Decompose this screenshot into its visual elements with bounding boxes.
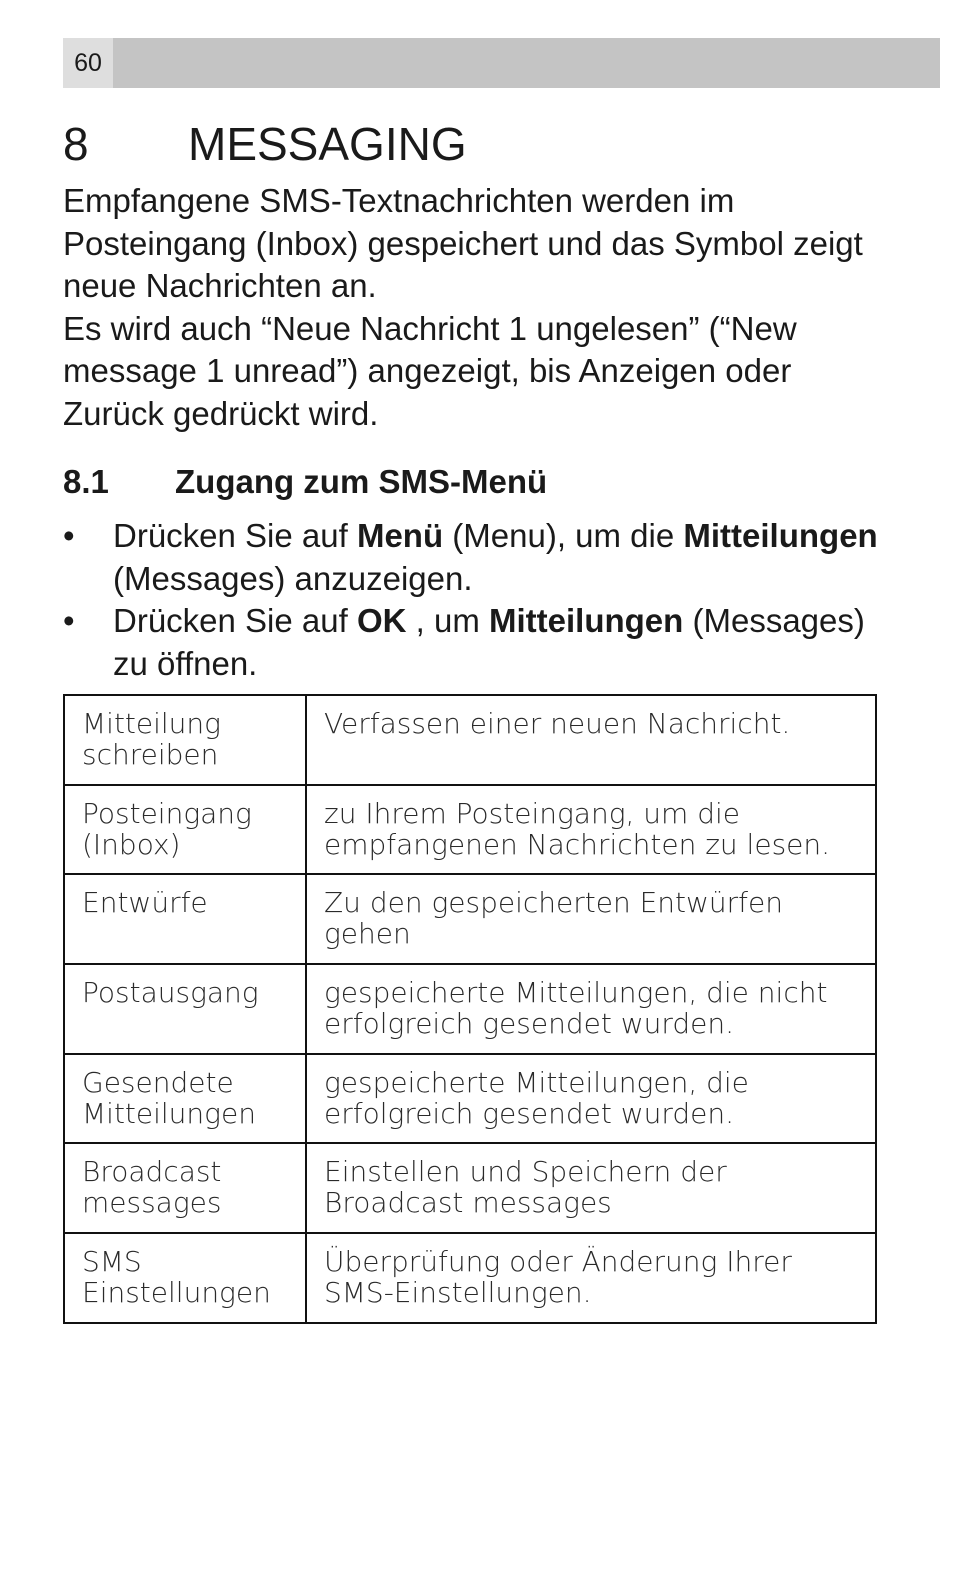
description-cell: gespeicherte Mitteilungen, die erfolgreich gesendet wurden. — [306, 1054, 876, 1144]
list-item — [63, 600, 893, 685]
table-row — [64, 964, 876, 1054]
bullet-text: (Menu), um die — [443, 517, 684, 554]
description-cell: zu Ihrem Posteingang, um die empfangenen Nachrichten zu lesen. — [306, 785, 876, 875]
bullet-bold-text: Mitteilungen — [489, 602, 684, 639]
section-number: 8.1 — [63, 463, 109, 500]
intro-paragraph: Es wird auch “Neue Nachricht 1 ungelesen” (“New message 1 unread”) angezeigt, bis Anzeigen oder Zurück gedrückt wird. — [63, 309, 797, 432]
menu-item-cell: SMS Einstellungen — [64, 1233, 306, 1323]
bullet-text: Drücken Sie auf — [113, 602, 357, 639]
table-row — [64, 1054, 876, 1144]
page-number: 60 — [63, 38, 113, 88]
messages-menu-table — [63, 694, 877, 1324]
description-cell: Zu den gespeicherten Entwürfen gehen — [306, 874, 876, 964]
chapter-title — [63, 116, 467, 172]
menu-item-cell: Entwürfe — [64, 874, 306, 964]
table-row — [64, 874, 876, 964]
bullet-text: (Messages) anzuzeigen. — [113, 559, 473, 597]
bullet-text: , um — [406, 602, 489, 639]
table-row — [64, 1233, 876, 1323]
bullet-text: (Messages) zu öffnen. — [113, 602, 865, 682]
intro-paragraph: Empfangene SMS-Textnachrichten werden im Posteingang (Inbox) gespeichert und das Symbol zeigt neue Nachrichten an. — [63, 182, 863, 304]
menu-item-cell: Broadcast messages — [64, 1143, 306, 1233]
page-header-bar — [63, 38, 940, 88]
description-cell: Einstellen und Speichern der Broadcast messages — [306, 1143, 876, 1233]
chapter-number: 8 — [63, 118, 89, 170]
menu-item-cell: Mitteilung schreiben — [64, 695, 306, 785]
menu-item-cell: Posteingang (Inbox) — [64, 785, 306, 875]
section-title-text: Zugang zum SMS-Menü — [175, 463, 548, 500]
table-row — [64, 1143, 876, 1233]
description-cell: Überprüfung oder Änderung Ihrer SMS-Einstellungen. — [306, 1233, 876, 1323]
bullet-bold-text: Mitteilungen — [683, 517, 878, 554]
instruction-list — [63, 515, 893, 685]
menu-item-cell: Postausgang — [64, 964, 306, 1054]
section-title — [63, 460, 547, 504]
list-item — [63, 515, 893, 600]
chapter-title-text: MESSAGING — [188, 118, 467, 170]
intro-text — [63, 180, 893, 435]
bullet-text: Drücken Sie auf — [113, 517, 357, 554]
bullet-bold-text: Menü — [356, 517, 444, 554]
bullet-icon: • — [63, 517, 75, 554]
bullet-icon: • — [63, 602, 75, 639]
menu-item-cell: Gesendete Mitteilungen — [64, 1054, 306, 1144]
description-cell: Verfassen einer neuen Nachricht. — [306, 695, 876, 785]
table-row — [64, 785, 876, 875]
description-cell: gespeicherte Mitteilungen, die nicht erfolgreich gesendet wurden. — [306, 964, 876, 1054]
bullet-bold-text: OK — [356, 602, 407, 639]
table-row — [64, 695, 876, 785]
